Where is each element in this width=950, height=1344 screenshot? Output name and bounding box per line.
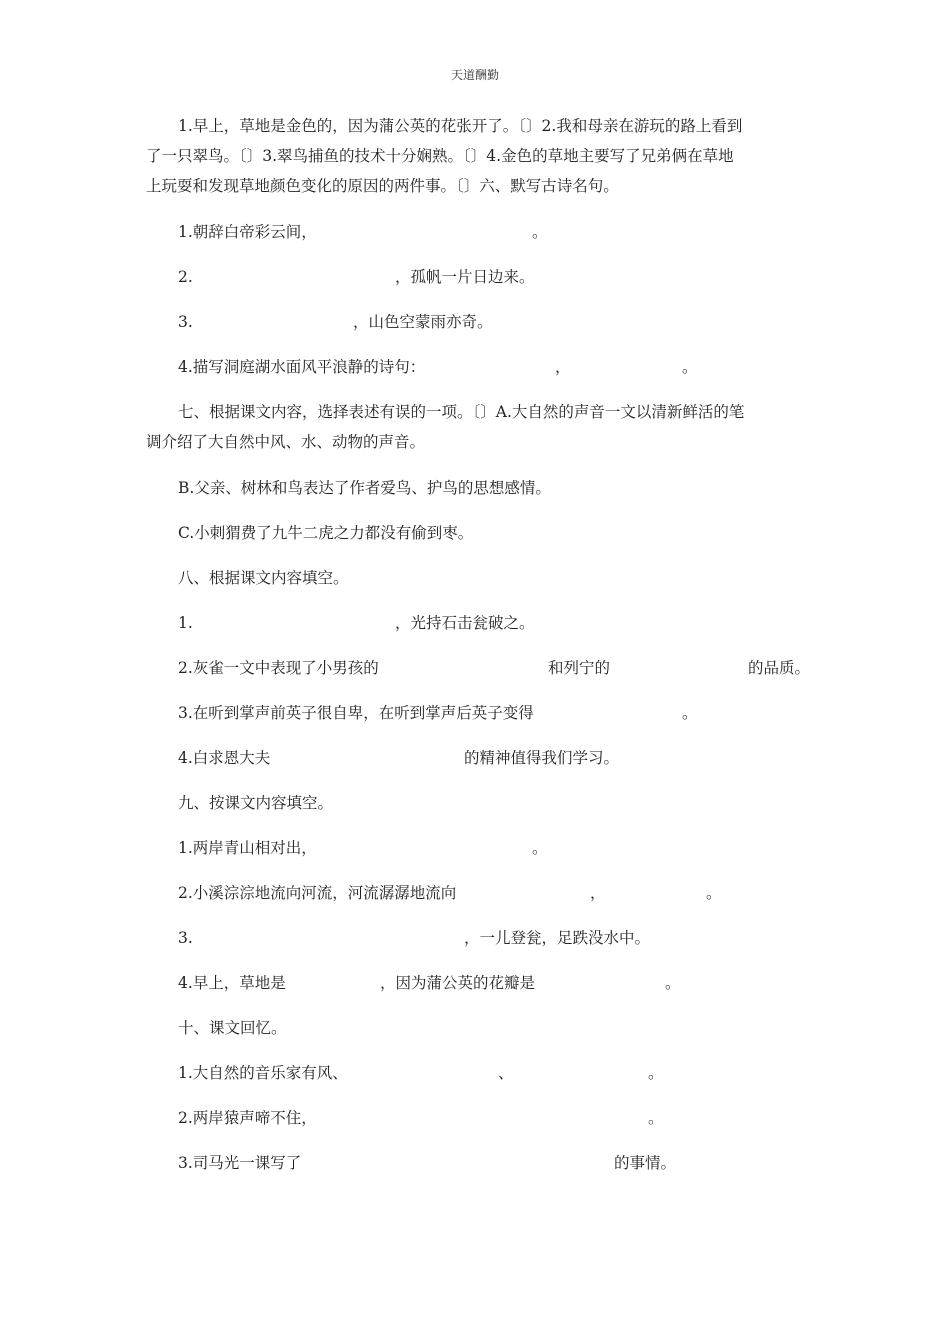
blank-sep: ， [590,884,606,902]
question-number: 1. [178,614,193,632]
blank-sep: 、 [498,1064,514,1082]
question-text: ，光持石击瓮破之。 [395,614,535,632]
blank-end: 。 [682,704,698,722]
text: 十、课文回忆。 [178,1019,287,1037]
page-header: 天道酬勤 [450,68,499,82]
question-number: 2. [178,268,193,286]
question-text: 1.两岸青山相对出， [178,839,317,857]
question-number: 3. [178,313,193,331]
question-text: 4.描写洞庭湖水面风平浪静的诗句： [178,358,426,376]
text: 上玩耍和发现草地颜色变化的原因的两件事。〔〕六、默写古诗名句。 [146,177,619,195]
question-number: 3. [178,929,193,947]
blank-end: 。 [682,358,698,376]
text: 调介绍了大自然中风、水、动物的声音。 [146,433,426,451]
blank-sep: ， [555,358,571,376]
question-text: 2.两岸猿声啼不住， [178,1109,317,1127]
blank-end: 。 [706,884,722,902]
blank-end: 。 [665,974,681,992]
question-text: 1.朝辞白帝彩云间， [178,223,317,241]
question-text: ，一儿登瓮，足跌没水中。 [464,929,651,947]
question-text: 3.在听到掌声前英子很自卑，在听到掌声后英子变得 [178,704,534,722]
question-text: 4.白求恩大夫 [178,749,271,767]
text: 七、根据课文内容，选择表述有误的一项。〔〕A.大自然的声音一文以清新鲜活的笔 [178,403,745,421]
question-text: ，山色空蒙雨亦奇。 [353,313,493,331]
question-text: 3.司马光一课写了 [178,1154,302,1172]
blank-end: 。 [532,839,548,857]
blank-end: 。 [648,1109,664,1127]
question-text: ，因为蒲公英的花瓣是 [380,974,536,992]
text: 八、根据课文内容填空。 [178,569,349,587]
text: C.小刺猬费了九牛二虎之力都没有偷到枣。 [178,524,474,542]
text: B.父亲、树林和鸟表达了作者爱鸟、护鸟的思想感情。 [178,479,551,497]
question-text: ，孤帆一片日边来。 [395,268,535,286]
question-text: 4.早上，草地是 [178,974,286,992]
question-text: 的品质。 [748,659,811,677]
text: 了一只翠鸟。〔〕3.翠鸟捕鱼的技术十分娴熟。〔〕4.金色的草地主要写了兄弟俩在草地 [146,147,734,165]
question-text: 的精神值得我们学习。 [464,749,620,767]
question-text: 1.大自然的音乐家有风、 [178,1064,348,1082]
text: 1.早上，草地是金色的，因为蒲公英的花张开了。〔〕2.我和母亲在游玩的路上看到 [178,117,743,135]
blank-end: 。 [648,1064,664,1082]
question-text: 的事情。 [614,1154,677,1172]
blank-end: 。 [532,223,548,241]
text: 九、按课文内容填空。 [178,794,334,812]
question-text: 2.小溪淙淙地流向河流，河流潺潺地流向 [178,884,457,902]
question-text: 和列宁的 [548,659,611,677]
question-text: 2.灰雀一文中表现了小男孩的 [178,659,379,677]
